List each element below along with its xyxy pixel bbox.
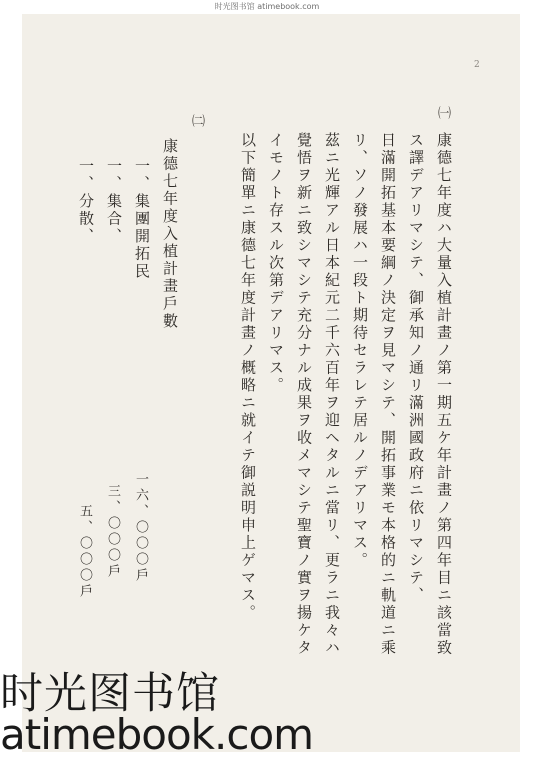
section-one-line-7: イモノト存スル次第デアリマス。	[267, 132, 285, 395]
watermark-chinese: 时光图书馆	[0, 669, 220, 719]
section-one-line-3: 日滿開拓基本要綱ノ決定ヲ見マシテ、開拓事業モ本格的ニ軌道ニ乘	[379, 132, 397, 657]
item-3-label: 一、分散、	[77, 158, 95, 246]
item-1-label: 一、集團開拓民	[133, 158, 151, 281]
item-3-value: 三、〇〇〇戶	[105, 484, 120, 580]
item-2-value: 一六、〇〇〇戶	[133, 472, 148, 584]
section-one-line-4: リ、ソノ發展ハ一段ト期待セラレテ居ルノデアリマス。	[351, 132, 369, 570]
section-one-line-6: 覺悟ヲ新ニ致シマシテ充分ナル成果ヲ收メマシテ聖寶ノ實ヲ揚ケタ	[295, 132, 313, 657]
document-page	[22, 14, 520, 752]
page-number: 2	[474, 60, 480, 70]
section-two-marker: ㈡	[189, 114, 204, 130]
section-two-title: 康德七年度入植計畫戶數	[161, 138, 179, 331]
section-one-line-8: 以下簡單ニ康德七年度計畫ノ概略ニ就イテ御説明申上ゲマス。	[239, 132, 257, 622]
section-one-line-2: ス譯デアリマシテ、御承知ノ通リ滿洲國政府ニ依リマシテ、	[407, 132, 425, 605]
item-2-label: 一、集合、	[105, 158, 123, 246]
item-4-value: 五、〇〇〇戶	[77, 504, 92, 600]
watermark-url: atimebook.com	[0, 710, 314, 759]
section-one-line-5: 茲ニ光輝アル日本紀元二千六百年ヲ迎ヘタルニ當リ、更ラニ我々ハ	[323, 132, 341, 657]
section-one-marker: ㈠	[435, 106, 450, 122]
section-one-line-1: 康德七年度ハ大量入植計畫ノ第一期五ケ年計畫ノ第四年目ニ該當致	[435, 132, 453, 657]
site-header: 时光图书馆 atimebook.com	[214, 2, 320, 11]
